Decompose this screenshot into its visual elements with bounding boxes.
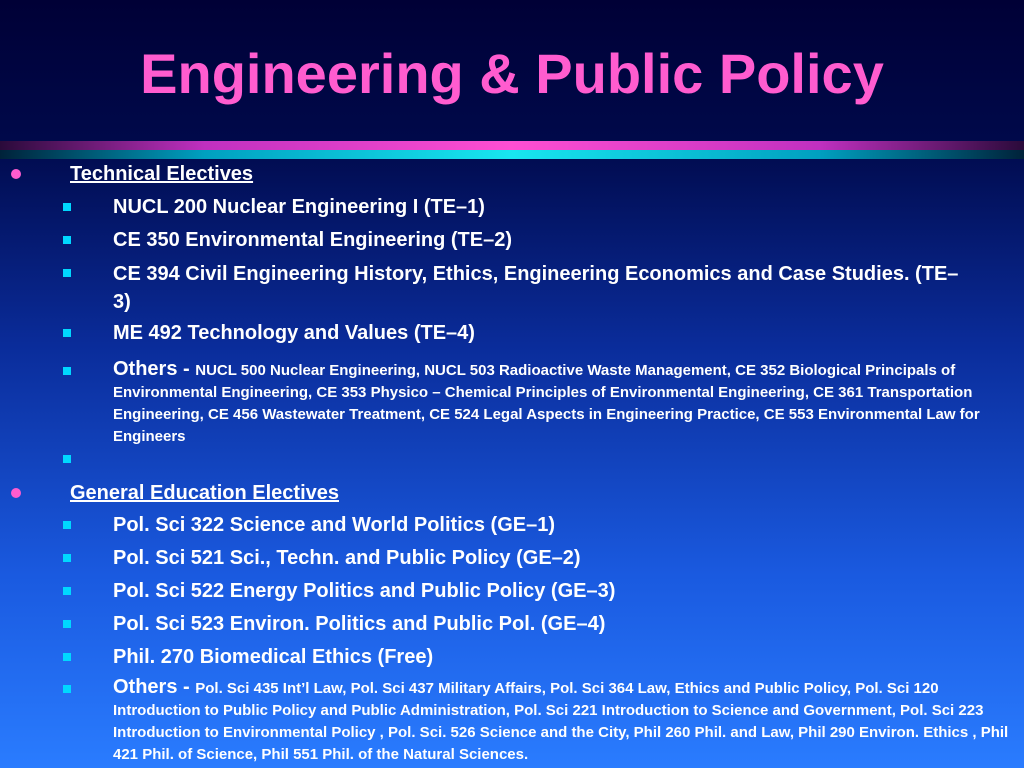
square-bullet-icon — [63, 203, 71, 211]
square-bullet-icon — [63, 653, 71, 661]
square-bullet-icon — [63, 587, 71, 595]
square-bullet-icon — [63, 620, 71, 628]
section-technical-electives — [0, 161, 1024, 189]
others-course-list: NUCL 500 Nuclear Engineering, NUCL 503 Radioactive Waste Management, CE 352 Biological Principals of Environmental Engineering, CE 353 Physico – Chemical Principles of Environmental Engineering, CE 361 Transportation Engineering, CE 456 Wastewater Treatment, CE 524 Legal Aspects in Engineering Practice, CE 553 Environmental Law for Engineers — [113, 362, 980, 445]
list-item-text: Pol. Sci 523 Environ. Politics and Public Pol. (GE–4) — [113, 613, 606, 635]
square-bullet-icon — [63, 269, 71, 277]
divider-line-cyan — [0, 150, 1024, 159]
list-item-text: CE 350 Environmental Engineering (TE–2) — [113, 229, 512, 251]
round-bullet-icon — [11, 169, 21, 179]
slide-title: Engineering & Public Policy — [140, 42, 884, 105]
list-item-text: Phil. 270 Biomedical Ethics (Free) — [113, 646, 434, 668]
others-course-list: Pol. Sci 435 Int’l Law, Pol. Sci 437 Military Affairs, Pol. Sci 364 Law, Ethics and Public Policy, Pol. Sci 120 Introduction to Public Policy and Public Administration, Pol. Sci 221 Introduction to Science and Government, Pol. Sci 223 Introduction to Environmental Policy , Pol. Sci. 526 Science and the City, Phil 260 Phil. and Law, Phil 290 Environ. Ethics , Phil 421 Phil. of Science, Phil 551 Phil. of the Natural Sciences. — [113, 680, 1009, 763]
square-bullet-icon — [63, 521, 71, 529]
round-bullet-icon — [11, 488, 21, 498]
others-text-block — [113, 676, 1013, 766]
list-item-text: NUCL 200 Nuclear Engineering I (TE–1) — [113, 196, 485, 218]
square-bullet-icon — [63, 685, 71, 693]
section-general-education-electives — [0, 480, 1024, 508]
section-heading: Technical Electives — [70, 163, 254, 185]
list-item-text: ME 492 Technology and Values (TE–4) — [113, 322, 475, 344]
square-bullet-icon — [63, 554, 71, 562]
title-divider — [0, 141, 1024, 159]
others-label: Others - — [113, 676, 196, 698]
others-label: Others - — [113, 358, 196, 380]
list-item-text: Pol. Sci 521 Sci., Techn. and Public Policy (GE–2) — [113, 547, 581, 569]
others-text-block — [113, 358, 1003, 448]
divider-line-pink — [0, 141, 1024, 150]
square-bullet-icon — [63, 367, 71, 375]
list-item-text: Pol. Sci 522 Energy Politics and Public Policy (GE–3) — [113, 580, 616, 602]
square-bullet-icon — [63, 236, 71, 244]
section-heading: General Education Electives — [70, 482, 339, 504]
square-bullet-icon — [63, 455, 71, 463]
list-item-text: Pol. Sci 322 Science and World Politics (GE–1) — [113, 514, 556, 536]
square-bullet-icon — [63, 329, 71, 337]
list-item-text: CE 394 Civil Engineering History, Ethics, Engineering Economics and Case Studies. (TE–3) — [113, 263, 959, 313]
